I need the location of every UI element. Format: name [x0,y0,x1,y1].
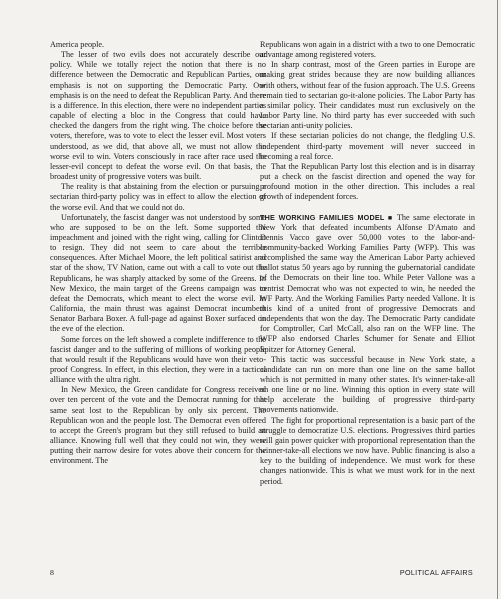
paragraph: America people. [50,40,105,49]
section-paragraph [260,213,475,355]
paragraph: That the Republican Party lost this election and is in disarray put a check on the fascist direction and opened the way for profound motion in the other direction. This includes a real growth of independent forces. [260,161,475,202]
paragraph: If these sectarian policies do not change, the fledgling U.S. independent third-party movement will never succeed in becoming a real force. [260,131,475,161]
paragraph: Unfortunately, the fascist danger was not understood by some who are supposed to be on the left. Some supported the impeachment and joined with the right wing, calling for Clinton to resign. They did not seem to care about the terrible consequences. After Michael Moore, the left political satirist and star of the show, TV Nation, came out with a call to vote out the Republicans, he was sharply attacked by some of the Greens. In New Mexico, the main target of the Greens campaign was to defeat the Democrats, which meant to elect the worse evil. In California, the main thrust was against Democrat incumbent Senator Barbara Boxer. A full-page ad against Boxer surfaced on the eve of the election. [50,212,266,334]
paragraph: Some forces on the left showed a complete indifference to the fascist danger and to the suffering of millions of working people that would result if the Republicans would have won their veto-proof Congress. In effect, in this election, they were in a tactical alliance with the ultra right. [50,334,266,385]
paragraph: In New Mexico, the Green candidate for Congress received over ten percent of the vote and the Democrat running for that same seat lost to the Republican by only six percent. The Republican won and the people lost. The Democrat even offered to accept the Green's program but they still refused to build an alliance. Knowing full well that they could not win, they were putting their narrow desire for votes above their concern for the environment. The [50,385,266,466]
running-footer: POLITICAL AFFAIRS [399,568,473,577]
section-heading: THE WORKING FAMILIES MODEL [260,212,385,222]
paragraph: In sharp contrast, most of the Green parties in Europe are making great strides because they are now building alliances with others, without fear of the fusion approach. The U.S. Greens remain tied to sectarian go-it-alone policies. The Labor Party has a similar policy. Their candidates must run exclusively on the Labor Party line. No third party has ever succeeded with such sectarian anti-unity policies. [260,60,475,131]
page-number: 8 [50,568,54,577]
paragraph: Republicans won again in a district with a two to one Democratic advantage among registered voters. [260,40,475,60]
section-first-paragraph: The same electorate in New York that defeated incumbents Alfonse D'Amato and Dennis Vacco gave over 50,000 votes to the labor-and-community-backed Working Families Party (WFP). This was accomplished the same way the American Labor Party achieved ballot status 50 years ago by running the gubernatorial candidate of the Democrats on their line too. While Peter Vallone was a centrist Democrat who was not expected to win, he needed the WF Party. And the Working Families Party needed Vallone. It is this kind of a united front of progressive Democrats and independents that won the day. The Democratic Party candidate for Comptroller, Carl McCall, also ran on the WFP line. The WFP also endorsed Charles Schumer for Senate and Elliot Spitzer for Attorney General. [260,212,475,354]
paragraph: The reality is that abstaining from the election or pursuing a sectarian third-party policy was in effect to allow the election of the worse evil. And that we could not do. [50,182,266,212]
page-edge-divider [497,0,498,599]
left-column [50,40,266,467]
section-mark-icon: ■ [387,213,394,222]
paragraph: This tactic was successful because in New York state, a candidate can run on more than one line on the same ballot which is not permitted in many other states. It's winner-take-all on one line or no line. Winning this option in every state will help accelerate the building of progressive third-party movements nationwide. [260,354,475,415]
section-spacer [260,203,475,213]
right-column [260,40,475,487]
paragraph: The fight for proportional representation is a basic part of the struggle to democratize U.S. elections. Progressives third parties will gain power quicker with proportional representation than the winner-take-all elections we now have. Public financing is also a key to the building of independence. We must work for these changes nationwide. This is what we must work for in the next period. [260,415,475,486]
paragraph: The lesser of two evils does not accurately describe our policy. While we totally reject the notion that there is no difference between the Democratic and Republican Parties, our emphasis is not on supporting the Democratic Party. Our emphasis is on the need to defeat the Republican Party. And there is a difference. In this election, there were no independent parties capable of electing a bloc in the Congress that could have checked the dangers from the right wing. The choice before the voters, therefore, was to vote to elect the lesser evil. Most voters understood, as we did, that above all, we must not allow the worse evil to win. Voters consciously in race after race used the lesser-evil concept to defeat the worse evil. On that basis, the broadest unity of progressive voters was built. [50,50,266,182]
